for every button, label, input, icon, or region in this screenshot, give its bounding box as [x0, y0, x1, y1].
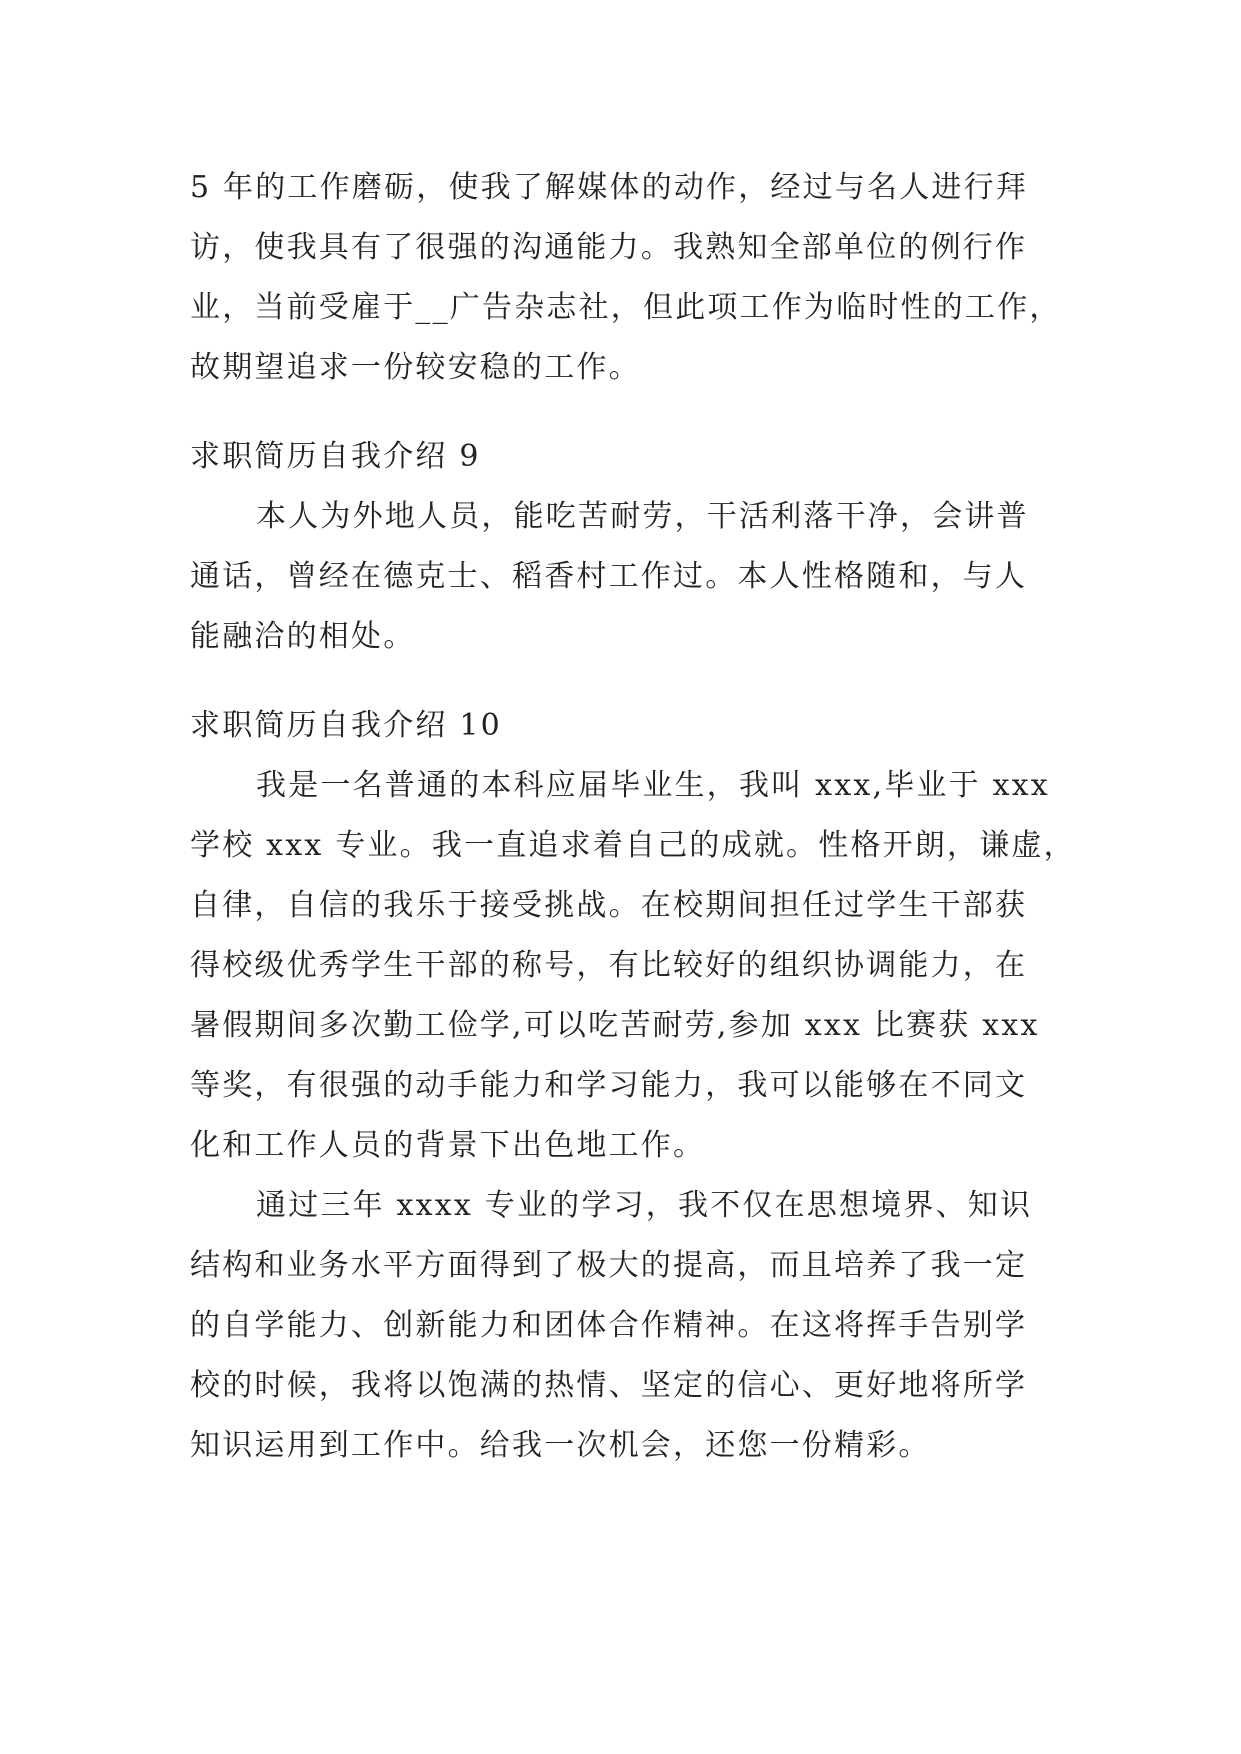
paragraph-line: 能融洽的相处。: [190, 619, 416, 654]
section-10: [190, 696, 1076, 1476]
paragraph-line: 我是一名普通的本科应届毕业生，我叫 xxx,毕业于 xxx: [256, 768, 1050, 803]
section-heading: 求职简历自我介绍 9: [190, 439, 481, 474]
intro-paragraph: [190, 158, 1062, 398]
section-10-paragraph-1: [190, 756, 1076, 1176]
paragraph-line: 校的时候，我将以饱满的热情、坚定的信心、更好地将所学: [190, 1368, 1028, 1403]
section-9: [190, 427, 1055, 667]
paragraph-line: 本人为外地人员，能吃苦耐劳，干活利落干净，会讲普: [256, 499, 1029, 534]
paragraph-line: 知识运用到工作中。给我一次机会，还您一份精彩。: [190, 1428, 931, 1463]
paragraph-line: 等奖，有很强的动手能力和学习能力，我可以能够在不同文: [190, 1068, 1028, 1103]
paragraph-line: 学校 xxx 专业。我一直追求着自己的成就。性格开朗，谦虚，: [190, 828, 1076, 863]
section-10-paragraph-2: [190, 1176, 1055, 1476]
paragraph-line: 业，当前受雇于__广告杂志社，但此项工作为临时性的工作，: [190, 290, 1062, 325]
section-9-paragraph: [190, 487, 1055, 667]
document-page: [190, 158, 1076, 1476]
paragraph-line: 化和工作人员的背景下出色地工作。: [190, 1128, 706, 1163]
paragraph-line: 结构和业务水平方面得到了极大的提高，而且培养了我一定: [190, 1248, 1028, 1283]
paragraph-line: 通话，曾经在德克士、稻香村工作过。本人性格随和，与人: [190, 559, 1028, 594]
paragraph-line: 通过三年 xxxx 专业的学习，我不仅在思想境界、知识: [256, 1188, 1033, 1223]
section-heading: 求职简历自我介绍 10: [190, 708, 502, 743]
paragraph-line: 的自学能力、创新能力和团体合作精神。在这将挥手告别学: [190, 1308, 1028, 1343]
paragraph-line: 故期望追求一份较安稳的工作。: [190, 350, 641, 385]
paragraph-line: 5 年的工作磨砺，使我了解媒体的动作，经过与名人进行拜: [190, 170, 1029, 205]
paragraph-line: 自律，自信的我乐于接受挑战。在校期间担任过学生干部获: [190, 888, 1028, 923]
paragraph-line: 访，使我具有了很强的沟通能力。我熟知全部单位的例行作: [190, 230, 1028, 265]
paragraph-line: 得校级优秀学生干部的称号，有比较好的组织协调能力，在: [190, 948, 1028, 983]
paragraph-line: 暑假期间多次勤工俭学,可以吃苦耐劳,参加 xxx 比赛获 xxx: [190, 1008, 1040, 1043]
